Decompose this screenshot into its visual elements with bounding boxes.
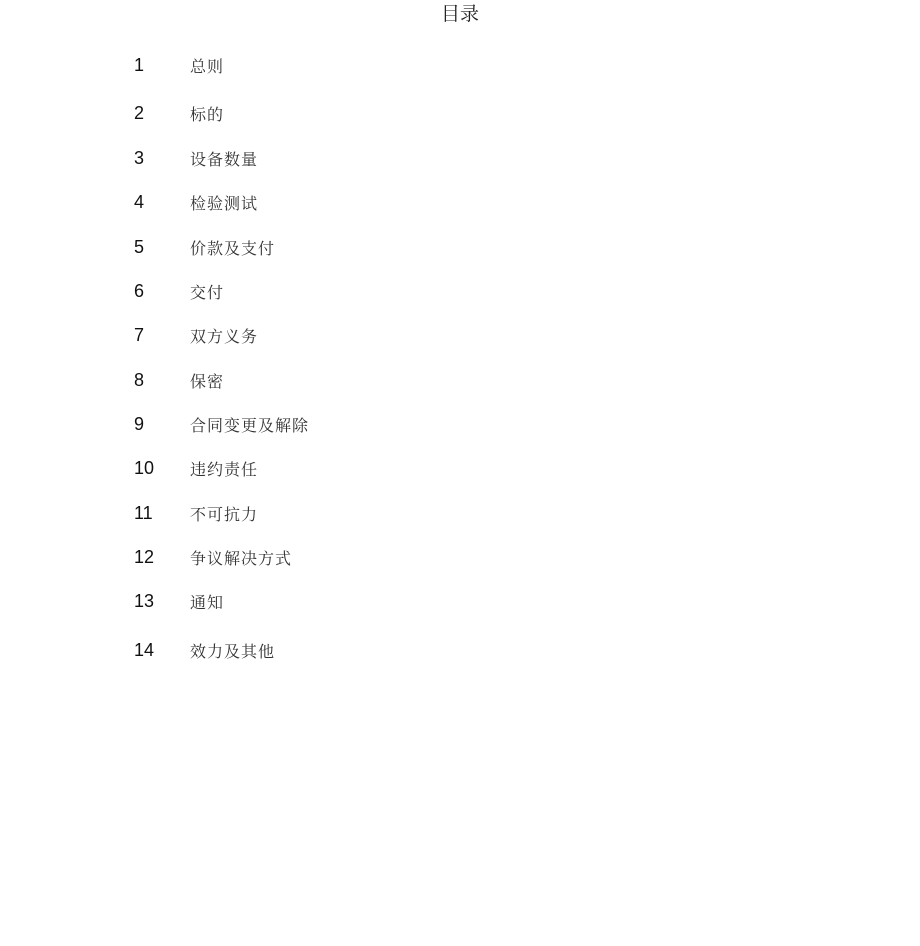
toc-item-title: 合同变更及解除 xyxy=(190,415,310,435)
toc-item[interactable] xyxy=(134,589,224,613)
toc-item-title: 设备数量 xyxy=(190,149,259,169)
toc-item-title: 总则 xyxy=(190,56,225,76)
toc-item[interactable] xyxy=(134,323,258,347)
toc-item[interactable] xyxy=(134,53,224,77)
toc-item-number: 9 xyxy=(134,413,145,434)
toc-item[interactable] xyxy=(134,101,224,125)
toc-item-title: 保密 xyxy=(190,371,225,391)
toc-item-number: 4 xyxy=(134,191,145,212)
toc-item[interactable] xyxy=(134,638,275,662)
toc-item-number: 11 xyxy=(134,502,153,523)
toc-item-title: 双方义务 xyxy=(190,326,259,346)
toc-item-number: 7 xyxy=(134,324,145,345)
toc-item-title: 效力及其他 xyxy=(190,641,276,661)
toc-item-number: 14 xyxy=(134,639,155,660)
toc-item-number: 10 xyxy=(134,457,155,478)
toc-item[interactable] xyxy=(134,368,224,392)
toc-item-number: 13 xyxy=(134,590,155,611)
toc-item-number: 1 xyxy=(134,54,145,75)
toc-item[interactable] xyxy=(134,235,275,259)
toc-item-title: 标的 xyxy=(190,104,225,124)
toc-item[interactable] xyxy=(134,190,258,214)
toc-item-title: 争议解决方式 xyxy=(190,548,293,568)
toc-item-title: 通知 xyxy=(190,592,225,612)
toc-item[interactable] xyxy=(134,146,258,170)
toc-item-title: 交付 xyxy=(190,282,225,302)
toc-item[interactable] xyxy=(134,412,309,436)
toc-item[interactable] xyxy=(134,545,292,569)
toc-item[interactable] xyxy=(134,279,224,303)
toc-item-number: 12 xyxy=(134,546,155,567)
toc-item-title: 不可抗力 xyxy=(190,504,259,524)
toc-item-title: 价款及支付 xyxy=(190,238,276,258)
toc-item-number: 2 xyxy=(134,102,145,123)
toc-item-number: 6 xyxy=(134,280,145,301)
toc-item-title: 检验测试 xyxy=(190,193,259,213)
toc-item-title: 违约责任 xyxy=(190,459,259,479)
toc-item-number: 5 xyxy=(134,236,145,257)
toc-item[interactable] xyxy=(134,501,258,525)
toc-item-number: 3 xyxy=(134,147,145,168)
toc-item-number: 8 xyxy=(134,369,145,390)
toc-item[interactable] xyxy=(134,456,258,480)
page-title: 目录 xyxy=(440,3,479,25)
